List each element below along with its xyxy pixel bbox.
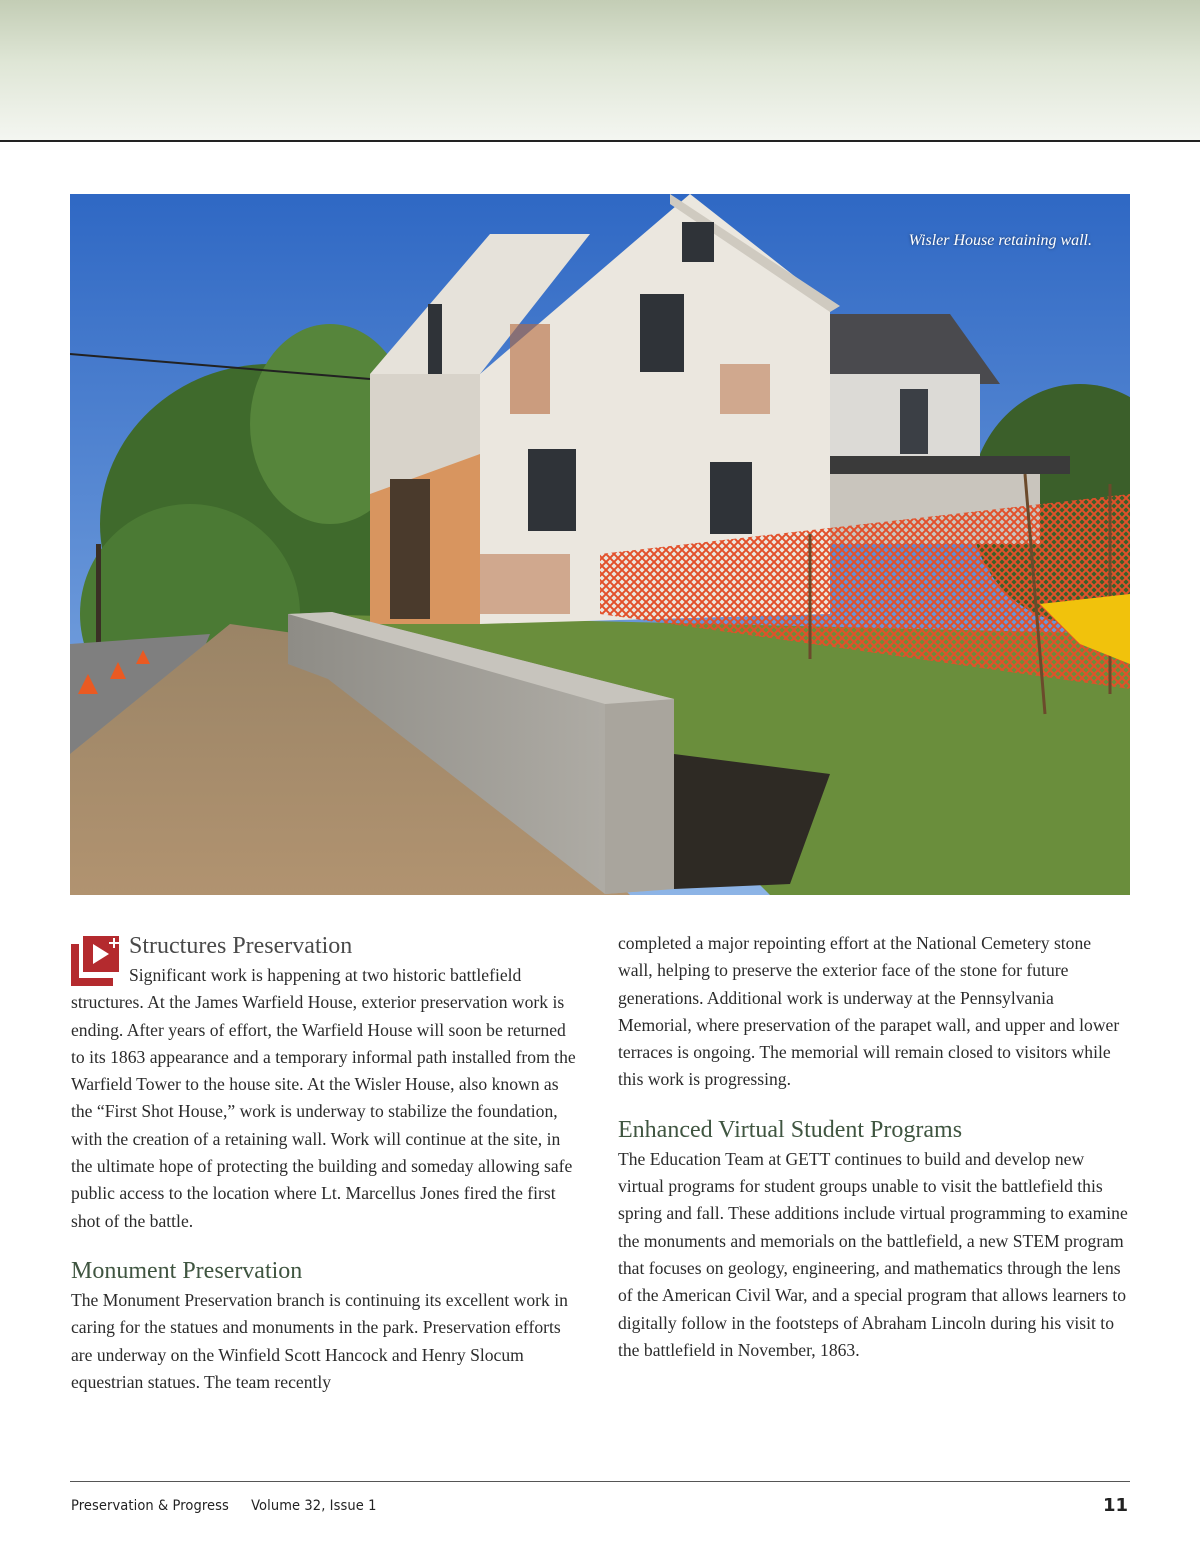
monument-heading: Monument Preservation (71, 1257, 303, 1284)
footer-publication-info (71, 1498, 377, 1514)
left-column (71, 930, 583, 1396)
photo-illustration (70, 194, 1130, 895)
issue-label: Volume 32, Issue 1 (251, 1498, 377, 1514)
footer-rule (70, 1481, 1130, 1482)
video-plus-icon (71, 936, 123, 986)
structures-body: Significant work is happening at two historic battlefield structures. At the James Warfield House, exterior preservation work is ending. After years of effort, the Warfield House will soon be returned to its 1863 appearance and a temporary informal path installed from the Warfield Tower to the house site. At the Wisler House, also known as the “First Shot House,” work is underway to stabilize the foundation, with the creation of a retaining wall. Work will continue at the site, in the ultimate hope of protecting the building and someday allowing safe public access to the location where Lt. Marcellus Jones fired the first shot of the battle. (71, 965, 576, 1231)
photo-caption: Wisler House retaining wall. (908, 232, 1092, 249)
monument-body-continued: completed a major repointing effort at the National Cemetery stone wall, helping to preserve the exterior face of the stone for future generations. Additional work is underway at the Pennsylvania Memorial, where preservation of the parapet wall, and upper and lower terraces is ongoing. The memorial will remain closed to visitors while this work is progressing. (618, 933, 1120, 1090)
virtual-programs-heading: Enhanced Virtual Student Programs (618, 1116, 963, 1143)
header-rule (0, 140, 1200, 142)
wisler-house-photo (70, 194, 1130, 895)
header-band (0, 0, 1200, 140)
monument-body: The Monument Preservation branch is continuing its excellent work in caring for the statues and monuments in the park. Preservation efforts are underway on the Winfield Scott Hancock and Henry Slocum equestrian statues. The team recently (71, 1289, 568, 1392)
structures-heading: Structures Preservation (129, 933, 353, 959)
right-column (618, 930, 1130, 1364)
page-number: 11 (1102, 1495, 1128, 1516)
publication-name: Preservation & Progress (71, 1498, 229, 1514)
virtual-programs-body: The Education Team at GETT continues to build and develop new virtual programs for student groups unable to visit the battlefield this spring and fall. These additions include virtual programming to examine the monuments and memorials on the battlefield, a new STEM program that focuses on geology, engineering, and mathematics through the lens of the American Civil War, and a special program that allows learners to digitally follow in the footsteps of Abraham Lincoln during his visit to the battlefield in November, 1863. (618, 1148, 1128, 1360)
